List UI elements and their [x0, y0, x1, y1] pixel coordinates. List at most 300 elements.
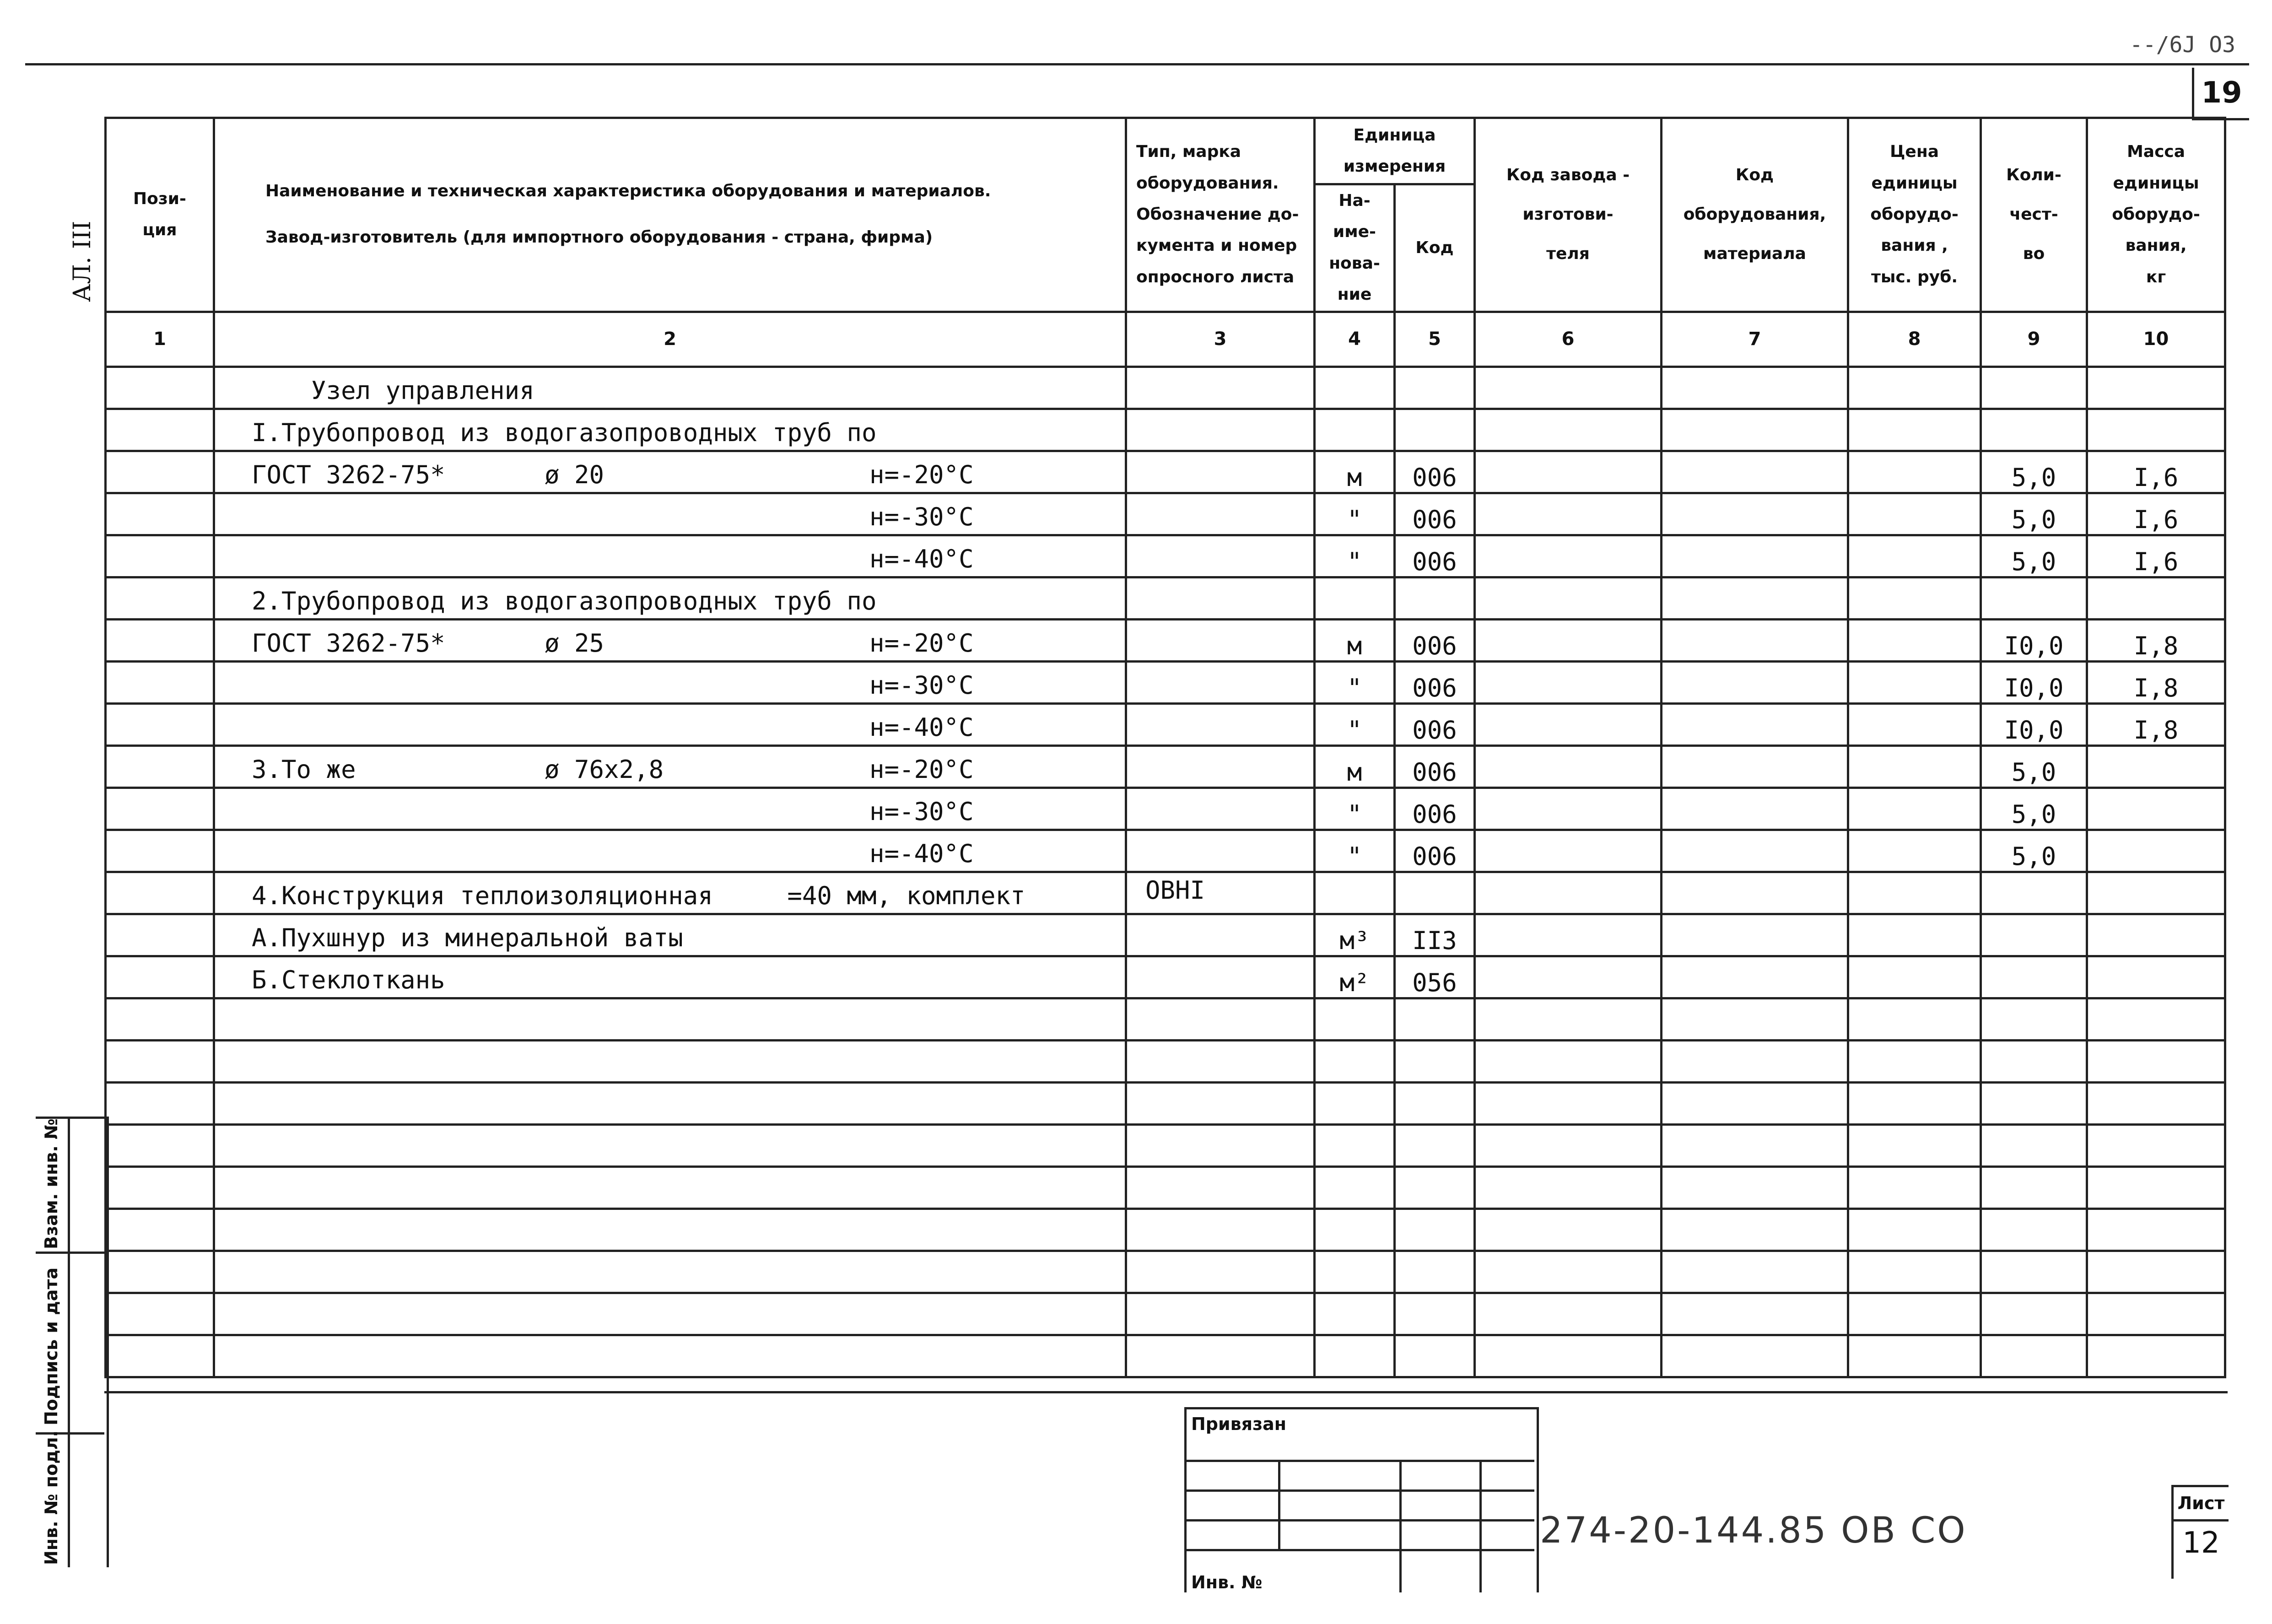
table-row — [106, 1124, 2225, 1166]
cell-unit-code — [1395, 745, 1475, 788]
cell-mass — [2087, 493, 2225, 535]
cell-equipment-code — [1662, 703, 1848, 745]
cell-unit-code — [1395, 914, 1475, 956]
cell-price — [1848, 1251, 1981, 1293]
item-name: А.Пухшнур из минеральной ваты — [252, 923, 683, 952]
cell-name — [214, 367, 1126, 409]
cell-position — [106, 1082, 214, 1124]
cell-type — [1126, 998, 1315, 1040]
cell-type — [1126, 1166, 1315, 1209]
table-row — [106, 577, 2225, 619]
cell-plant-code — [1475, 1335, 1662, 1377]
header-unit-name: На- име- нова- ние — [1315, 184, 1395, 312]
cell-price — [1848, 745, 1981, 788]
cell-equipment-code — [1662, 872, 1848, 914]
item-mass: I,6 — [2133, 463, 2179, 492]
cell-quantity — [1981, 745, 2087, 788]
cell-mass — [2087, 619, 2225, 661]
specification-table — [104, 117, 2226, 1378]
item-name: ГОСТ 3262-75* — [252, 628, 445, 658]
cell-type — [1126, 1209, 1315, 1251]
cell-unit-code — [1395, 1124, 1475, 1166]
cell-equipment-code — [1662, 1082, 1848, 1124]
cell-position — [106, 745, 214, 788]
header-type: Тип, марка оборудования. Обозначение до- кумента и номер опросного листа — [1126, 118, 1315, 312]
item-quantity: I0,0 — [2004, 673, 2064, 702]
item-unit-code: 006 — [1412, 505, 1457, 534]
header-equipment-code: Код оборудования, материала — [1662, 118, 1848, 312]
cell-name — [214, 1124, 1126, 1166]
cell-type — [1126, 1082, 1315, 1124]
cell-unit — [1315, 577, 1395, 619]
table-row — [106, 1082, 2225, 1124]
cell-type — [1126, 872, 1315, 914]
cell-plant-code — [1475, 1209, 1662, 1251]
cell-position — [106, 1293, 214, 1335]
cell-mass — [2087, 1040, 2225, 1082]
item-mass: I,8 — [2133, 631, 2179, 660]
table-row — [106, 1166, 2225, 1209]
item-temperature: н=-40°C — [869, 839, 974, 868]
cell-price — [1848, 1335, 1981, 1377]
sheet-label: Лист — [2174, 1487, 2229, 1521]
cell-unit-code — [1395, 1082, 1475, 1124]
col-number: 10 — [2087, 312, 2225, 367]
cell-name — [214, 577, 1126, 619]
table-row — [106, 872, 2225, 914]
cell-type — [1126, 619, 1315, 661]
cell-position — [106, 1124, 214, 1166]
cell-unit — [1315, 998, 1395, 1040]
cell-quantity — [1981, 451, 2087, 493]
top-border-line — [25, 63, 2249, 65]
cell-unit — [1315, 745, 1395, 788]
item-unit-code: II3 — [1412, 926, 1457, 955]
item-unit: м² — [1339, 968, 1370, 997]
header-quantity: Коли- чест- во — [1981, 118, 2087, 312]
cell-name — [214, 1166, 1126, 1209]
cell-unit — [1315, 830, 1395, 872]
header-mass: Масса единицы оборудо- вания, кг — [2087, 118, 2225, 312]
item-unit: м — [1347, 463, 1362, 492]
col-number: 9 — [1981, 312, 2087, 367]
item-unit: м — [1347, 757, 1362, 787]
header-plant-code: Код завода - изготови- теля — [1475, 118, 1662, 312]
cell-unit — [1315, 367, 1395, 409]
cell-equipment-code — [1662, 619, 1848, 661]
cell-price — [1848, 703, 1981, 745]
col-number: 1 — [106, 312, 214, 367]
cell-unit-code — [1395, 703, 1475, 745]
cell-quantity — [1981, 872, 2087, 914]
cell-mass — [2087, 745, 2225, 788]
cell-quantity — [1981, 409, 2087, 451]
cell-plant-code — [1475, 1082, 1662, 1124]
item-diameter: ø 25 — [545, 628, 604, 658]
header-unit: Единица измерения — [1315, 118, 1475, 184]
item-name: I.Трубопровод из водогазопроводных труб по — [252, 418, 877, 447]
cell-type — [1126, 1335, 1315, 1377]
item-name: Б.Стеклоткань — [252, 965, 445, 994]
item-temperature: н=-20°C — [869, 755, 974, 784]
cell-equipment-code — [1662, 830, 1848, 872]
cell-price — [1848, 872, 1981, 914]
table-row — [106, 1040, 2225, 1082]
cell-name — [214, 830, 1126, 872]
cell-type — [1126, 367, 1315, 409]
cell-mass — [2087, 1251, 2225, 1293]
cell-unit-code — [1395, 1293, 1475, 1335]
item-mass: I,6 — [2133, 547, 2179, 576]
cell-unit — [1315, 451, 1395, 493]
cell-price — [1848, 788, 1981, 830]
item-unit-code: 006 — [1412, 547, 1457, 576]
cell-mass — [2087, 703, 2225, 745]
cell-type — [1126, 830, 1315, 872]
cell-quantity — [1981, 956, 2087, 998]
sheet-mark: АЛ. III — [69, 221, 96, 302]
col-number: 2 — [214, 312, 1126, 367]
cell-name — [214, 661, 1126, 703]
cell-name — [214, 409, 1126, 451]
cell-name — [214, 1040, 1126, 1082]
cell-unit — [1315, 788, 1395, 830]
sheet-number: 12 — [2182, 1526, 2220, 1560]
item-temperature: н=-40°C — [869, 712, 974, 742]
cell-position — [106, 872, 214, 914]
cell-price — [1848, 535, 1981, 577]
cell-equipment-code — [1662, 914, 1848, 956]
cell-type — [1126, 661, 1315, 703]
table-bottom-line — [104, 1391, 2228, 1393]
item-temperature: н=-40°C — [869, 544, 974, 573]
cell-plant-code — [1475, 956, 1662, 998]
cell-price — [1848, 1082, 1981, 1124]
cell-type — [1126, 535, 1315, 577]
cell-mass — [2087, 1124, 2225, 1166]
col-number: 7 — [1662, 312, 1848, 367]
cell-mass — [2087, 788, 2225, 830]
cell-name — [214, 745, 1126, 788]
cell-type — [1126, 1251, 1315, 1293]
item-quantity: 5,0 — [2011, 547, 2056, 576]
cell-unit-code — [1395, 619, 1475, 661]
cell-plant-code — [1475, 830, 1662, 872]
header-name: Наименование и техническая характеристика оборудования и материалов. Завод-изготовитель (для импортного оборудования - страна, фирма) — [214, 118, 1126, 312]
cell-position — [106, 914, 214, 956]
cell-unit-code — [1395, 493, 1475, 535]
item-temperature: н=-30°C — [869, 670, 974, 700]
header-unit-code: Код — [1395, 184, 1475, 312]
cell-quantity — [1981, 661, 2087, 703]
cell-price — [1848, 1209, 1981, 1251]
document-number: 274-20-144.85 ОВ СО — [1540, 1510, 1967, 1551]
page-number: 19 — [2192, 68, 2249, 120]
cell-position — [106, 409, 214, 451]
cell-plant-code — [1475, 745, 1662, 788]
cell-equipment-code — [1662, 998, 1848, 1040]
cell-type — [1126, 451, 1315, 493]
item-temperature: н=-20°C — [869, 460, 974, 489]
cell-quantity — [1981, 577, 2087, 619]
cell-name — [214, 1293, 1126, 1335]
cell-unit-code — [1395, 367, 1475, 409]
cell-mass — [2087, 451, 2225, 493]
cell-plant-code — [1475, 535, 1662, 577]
cell-name — [214, 535, 1126, 577]
cell-name — [214, 1251, 1126, 1293]
cell-plant-code — [1475, 661, 1662, 703]
cell-type — [1126, 703, 1315, 745]
item-diameter: ø 20 — [545, 460, 604, 489]
cell-price — [1848, 1124, 1981, 1166]
cell-quantity — [1981, 998, 2087, 1040]
cell-quantity — [1981, 493, 2087, 535]
col-number: 3 — [1126, 312, 1315, 367]
cell-position — [106, 577, 214, 619]
cell-price — [1848, 577, 1981, 619]
table-row — [106, 367, 2225, 409]
cell-plant-code — [1475, 1166, 1662, 1209]
cell-equipment-code — [1662, 535, 1848, 577]
item-unit-code: 006 — [1412, 842, 1457, 871]
stamp-inv: Инв. № — [1191, 1572, 1263, 1592]
cell-unit — [1315, 1209, 1395, 1251]
cell-name — [214, 493, 1126, 535]
cell-quantity — [1981, 1040, 2087, 1082]
table-row — [106, 535, 2225, 577]
cell-equipment-code — [1662, 661, 1848, 703]
item-diameter: ø 76x2,8 — [545, 755, 664, 784]
cell-position — [106, 830, 214, 872]
cell-equipment-code — [1662, 577, 1848, 619]
cell-unit — [1315, 1335, 1395, 1377]
corner-note: --/6J ОЗ — [2129, 32, 2235, 58]
item-unit-code: 006 — [1412, 631, 1457, 660]
cell-plant-code — [1475, 703, 1662, 745]
table-row — [106, 1335, 2225, 1377]
item-quantity: 5,0 — [2011, 799, 2056, 829]
item-unit: " — [1347, 842, 1362, 871]
cell-equipment-code — [1662, 367, 1848, 409]
cell-unit-code — [1395, 577, 1475, 619]
item-mass: I,6 — [2133, 505, 2179, 534]
cell-name — [214, 914, 1126, 956]
table-row — [106, 661, 2225, 703]
cell-plant-code — [1475, 914, 1662, 956]
cell-unit — [1315, 535, 1395, 577]
cell-quantity — [1981, 535, 2087, 577]
cell-position — [106, 451, 214, 493]
item-unit-code: 006 — [1412, 799, 1457, 829]
cell-position — [106, 1209, 214, 1251]
cell-plant-code — [1475, 998, 1662, 1040]
cell-type — [1126, 493, 1315, 535]
item-quantity: 5,0 — [2011, 757, 2056, 787]
item-name: 2.Трубопровод из водогазопроводных труб по — [252, 586, 877, 615]
cell-quantity — [1981, 1293, 2087, 1335]
cell-unit-code — [1395, 1251, 1475, 1293]
item-mass: I,8 — [2133, 673, 2179, 702]
side-stamp — [36, 1117, 109, 1567]
cell-quantity — [1981, 1335, 2087, 1377]
cell-equipment-code — [1662, 956, 1848, 998]
cell-position — [106, 1335, 214, 1377]
cell-price — [1848, 367, 1981, 409]
cell-unit — [1315, 619, 1395, 661]
cell-mass — [2087, 577, 2225, 619]
cell-equipment-code — [1662, 745, 1848, 788]
cell-mass — [2087, 914, 2225, 956]
cell-position — [106, 1166, 214, 1209]
table-row — [106, 1251, 2225, 1293]
cell-unit — [1315, 956, 1395, 998]
cell-unit — [1315, 661, 1395, 703]
header-position: Пози- ция — [106, 118, 214, 312]
table-row — [106, 409, 2225, 451]
cell-type — [1126, 788, 1315, 830]
sheet-box — [2171, 1485, 2229, 1579]
cell-position — [106, 788, 214, 830]
item-unit-code: 006 — [1412, 715, 1457, 745]
item-unit: " — [1347, 505, 1362, 534]
cell-plant-code — [1475, 1293, 1662, 1335]
cell-mass — [2087, 1166, 2225, 1209]
cell-price — [1848, 619, 1981, 661]
item-unit: м — [1347, 631, 1362, 660]
item-unit-code: 006 — [1412, 673, 1457, 702]
cell-position — [106, 661, 214, 703]
cell-name — [214, 998, 1126, 1040]
side-label-podpis: Подпись и дата — [41, 1267, 61, 1425]
cell-plant-code — [1475, 493, 1662, 535]
cell-quantity — [1981, 1209, 2087, 1251]
cell-quantity — [1981, 788, 2087, 830]
cell-position — [106, 703, 214, 745]
cell-plant-code — [1475, 872, 1662, 914]
item-temperature: н=-20°C — [869, 628, 974, 658]
cell-unit — [1315, 914, 1395, 956]
table-row — [106, 703, 2225, 745]
cell-price — [1848, 998, 1981, 1040]
cell-unit — [1315, 1293, 1395, 1335]
cell-plant-code — [1475, 451, 1662, 493]
cell-equipment-code — [1662, 788, 1848, 830]
cell-unit-code — [1395, 409, 1475, 451]
cell-mass — [2087, 1209, 2225, 1251]
cell-mass — [2087, 409, 2225, 451]
table-row — [106, 1209, 2225, 1251]
cell-unit — [1315, 1124, 1395, 1166]
cell-equipment-code — [1662, 1124, 1848, 1166]
cell-plant-code — [1475, 1124, 1662, 1166]
cell-unit-code — [1395, 788, 1475, 830]
table-row — [106, 788, 2225, 830]
cell-position — [106, 493, 214, 535]
cell-quantity — [1981, 703, 2087, 745]
item-unit-code: 006 — [1412, 463, 1457, 492]
cell-unit-code — [1395, 1040, 1475, 1082]
cell-name — [214, 788, 1126, 830]
cell-type — [1126, 1124, 1315, 1166]
item-quantity: 5,0 — [2011, 505, 2056, 534]
header-price: Цена единицы оборудо- вания , тыс. руб. — [1848, 118, 1981, 312]
item-unit: " — [1347, 547, 1362, 576]
cell-quantity — [1981, 1166, 2087, 1209]
item-quantity: I0,0 — [2004, 631, 2064, 660]
cell-unit-code — [1395, 956, 1475, 998]
cell-unit-code — [1395, 998, 1475, 1040]
cell-type — [1126, 956, 1315, 998]
cell-unit — [1315, 1166, 1395, 1209]
cell-plant-code — [1475, 409, 1662, 451]
cell-price — [1848, 493, 1981, 535]
item-quantity: 5,0 — [2011, 842, 2056, 871]
cell-name — [214, 1209, 1126, 1251]
cell-equipment-code — [1662, 1040, 1848, 1082]
cell-equipment-code — [1662, 1209, 1848, 1251]
item-unit-code: 056 — [1412, 968, 1457, 997]
cell-name — [214, 703, 1126, 745]
cell-quantity — [1981, 1124, 2087, 1166]
item-quantity: 5,0 — [2011, 463, 2056, 492]
cell-name — [214, 872, 1126, 914]
cell-quantity — [1981, 1082, 2087, 1124]
table-row — [106, 914, 2225, 956]
cell-mass — [2087, 535, 2225, 577]
item-mass: I,8 — [2133, 715, 2179, 745]
col-number: 5 — [1395, 312, 1475, 367]
cell-price — [1848, 1040, 1981, 1082]
table-row — [106, 998, 2225, 1040]
cell-mass — [2087, 830, 2225, 872]
cell-mass — [2087, 998, 2225, 1040]
cell-quantity — [1981, 830, 2087, 872]
cell-type — [1126, 1040, 1315, 1082]
cell-unit-code — [1395, 872, 1475, 914]
cell-mass — [2087, 1335, 2225, 1377]
col-number: 8 — [1848, 312, 1981, 367]
cell-name — [214, 1082, 1126, 1124]
cell-name — [214, 1335, 1126, 1377]
cell-position — [106, 1040, 214, 1082]
cell-mass — [2087, 367, 2225, 409]
cell-plant-code — [1475, 788, 1662, 830]
item-unit: " — [1347, 715, 1362, 745]
cell-unit — [1315, 493, 1395, 535]
item-name: ГОСТ 3262-75* — [252, 460, 445, 489]
cell-price — [1848, 830, 1981, 872]
cell-quantity — [1981, 619, 2087, 661]
cell-name — [214, 956, 1126, 998]
cell-position — [106, 1251, 214, 1293]
cell-unit — [1315, 1251, 1395, 1293]
column-number-row — [106, 312, 2225, 367]
cell-price — [1848, 1293, 1981, 1335]
table-row — [106, 745, 2225, 788]
table-row — [106, 619, 2225, 661]
cell-unit — [1315, 1082, 1395, 1124]
cell-equipment-code — [1662, 409, 1848, 451]
item-unit: м³ — [1339, 926, 1370, 955]
cell-quantity — [1981, 367, 2087, 409]
cell-mass — [2087, 1082, 2225, 1124]
stamp-title: Привязан — [1191, 1414, 1287, 1434]
table-row — [106, 1293, 2225, 1335]
item-unit: " — [1347, 673, 1362, 702]
cell-unit-code — [1395, 1335, 1475, 1377]
table-row — [106, 451, 2225, 493]
